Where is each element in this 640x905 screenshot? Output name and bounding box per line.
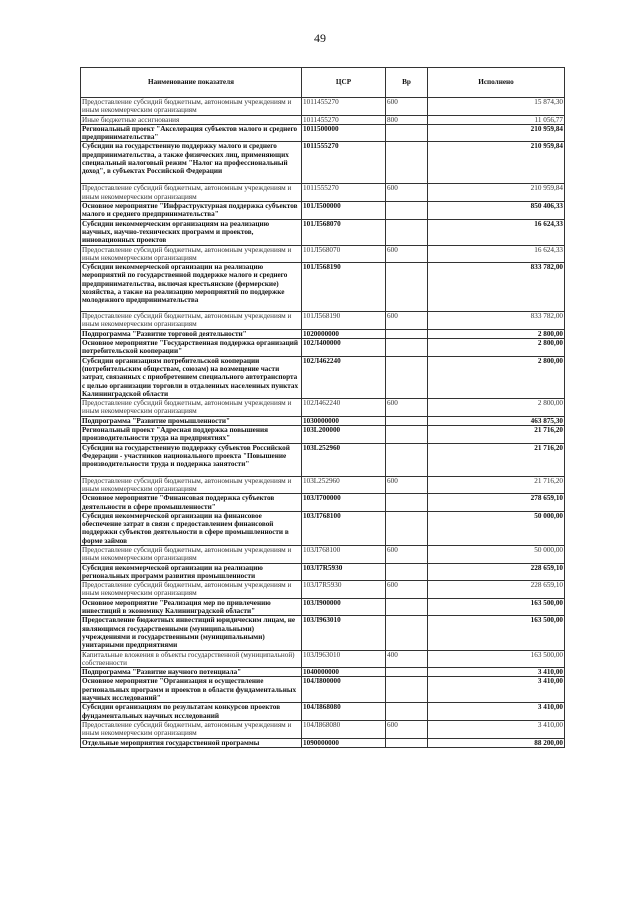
- cell-csr: 103L252960: [302, 476, 386, 494]
- table-row: [81, 219, 565, 245]
- cell-name: Предоставление субсидий бюджетным, автономным учреждениям и иным некоммерческим организациям: [81, 399, 302, 417]
- cell-value: 210 959,84: [428, 184, 565, 202]
- table-row: [81, 356, 565, 398]
- cell-name: Предоставление субсидий бюджетным, автономным учреждениям и иным некоммерческим организациям: [81, 98, 302, 116]
- cell-vr: [386, 668, 428, 677]
- cell-csr: 103Л900000: [302, 598, 386, 616]
- cell-vr: [386, 677, 428, 703]
- cell-name: Предоставление бюджетных инвестиций юридическим лицам, не являющимся государственными (муниципальными) учреждениями и государственными (муниципальными) унитарными предприятиями: [81, 616, 302, 650]
- page-number: 49: [314, 31, 326, 45]
- budget-table: [80, 67, 565, 748]
- cell-csr: 101Л568070: [302, 245, 386, 263]
- cell-vr: 800: [386, 115, 428, 124]
- cell-value: 3 410,00: [428, 668, 565, 677]
- cell-value: 228 659,10: [428, 563, 565, 581]
- table-row: [81, 443, 565, 476]
- table-row: [81, 545, 565, 563]
- header-name: Наименование показателя: [81, 68, 302, 98]
- cell-vr: 600: [386, 312, 428, 330]
- cell-value: 850 406,33: [428, 202, 565, 220]
- cell-csr: 1011555270: [302, 184, 386, 202]
- cell-csr: 101Л500000: [302, 202, 386, 220]
- cell-name: Иные бюджетные ассигнования: [81, 115, 302, 124]
- cell-vr: 400: [386, 650, 428, 668]
- cell-csr: 102Л462240: [302, 399, 386, 417]
- cell-value: 21 716,20: [428, 443, 565, 476]
- table-header-row: [81, 68, 565, 98]
- cell-name: Подпрограмма "Развитие торговой деятельности": [81, 329, 302, 338]
- table-row: [81, 738, 565, 747]
- cell-vr: [386, 142, 428, 184]
- cell-name: Региональный проект "Адресная поддержка повышения производительности труда на предприятиях": [81, 426, 302, 444]
- cell-value: 833 782,00: [428, 312, 565, 330]
- cell-vr: [386, 329, 428, 338]
- cell-vr: 600: [386, 720, 428, 738]
- cell-value: 163 500,00: [428, 616, 565, 650]
- cell-name: Предоставление субсидий бюджетным, автономным учреждениям и иным некоммерческим организациям: [81, 720, 302, 738]
- cell-value: 3 410,00: [428, 703, 565, 721]
- cell-vr: 600: [386, 476, 428, 494]
- cell-name: Основное мероприятие "Организация и осуществление региональных программ и проектов в области фундаментальных научных исследований": [81, 677, 302, 703]
- header-vr: Вр: [386, 68, 428, 98]
- cell-value: 278 659,10: [428, 494, 565, 512]
- cell-csr: 103L252960: [302, 443, 386, 476]
- cell-value: 50 000,00: [428, 511, 565, 545]
- table-row: [81, 142, 565, 184]
- cell-vr: 600: [386, 581, 428, 599]
- cell-name: Предоставление субсидий бюджетным, автономным учреждениям и иным некоммерческим организациям: [81, 312, 302, 330]
- cell-value: 15 874,30: [428, 98, 565, 116]
- cell-csr: 104Л800000: [302, 677, 386, 703]
- table-row: [81, 416, 565, 425]
- cell-csr: 1011500000: [302, 124, 386, 142]
- cell-name: Предоставление субсидий бюджетным, автономным учреждениям и иным некоммерческим организациям: [81, 476, 302, 494]
- cell-vr: 600: [386, 98, 428, 116]
- header-csr: ЦСР: [302, 68, 386, 98]
- cell-csr: 103Л700000: [302, 494, 386, 512]
- cell-value: 21 716,20: [428, 476, 565, 494]
- table-row: [81, 720, 565, 738]
- cell-name: Подпрограмма "Развитие научного потенциала": [81, 668, 302, 677]
- cell-value: 50 000,00: [428, 545, 565, 563]
- table-row: [81, 494, 565, 512]
- cell-vr: 600: [386, 545, 428, 563]
- table-row: [81, 703, 565, 721]
- cell-vr: [386, 202, 428, 220]
- table-row: [81, 598, 565, 616]
- cell-vr: [386, 263, 428, 312]
- cell-value: 463 875,30: [428, 416, 565, 425]
- table-row: [81, 511, 565, 545]
- table-row: [81, 677, 565, 703]
- cell-name: Субсидии на государственную поддержку малого и среднего предпринимательства, а также физических лиц, применяющих специальный налоговый режим "Налог на профессиональный доход", в субъектах Российской Федерации: [81, 142, 302, 184]
- cell-name: Предоставление субсидий бюджетным, автономным учреждениям и иным некоммерческим организациям: [81, 581, 302, 599]
- table-row: [81, 184, 565, 202]
- cell-name: Отдельные мероприятия государственной программы: [81, 738, 302, 747]
- cell-name: Субсидии на государственную поддержку субъектов Российской Федерации - участников национального проекта "Повышение производительности труда и поддержка занятости": [81, 443, 302, 476]
- cell-name: Субсидия некоммерческой организации на реализацию региональных программ развития промышленности: [81, 563, 302, 581]
- cell-name: Подпрограмма "Развитие промышленности": [81, 416, 302, 425]
- cell-name: Основное мероприятие "Финансовая поддержка субъектов деятельности в сфере промышленности": [81, 494, 302, 512]
- table-row: [81, 476, 565, 494]
- cell-csr: 1011455270: [302, 115, 386, 124]
- cell-value: 2 800,00: [428, 356, 565, 398]
- cell-csr: 101Л568070: [302, 219, 386, 245]
- table-row: [81, 668, 565, 677]
- table-row: [81, 245, 565, 263]
- cell-vr: [386, 703, 428, 721]
- cell-csr: 1040000000: [302, 668, 386, 677]
- table-row: [81, 426, 565, 444]
- cell-csr: 103Л768100: [302, 545, 386, 563]
- cell-name: Предоставление субсидий бюджетным, автономным учреждениям и иным некоммерческим организациям: [81, 545, 302, 563]
- cell-value: 2 800,00: [428, 339, 565, 357]
- table-row: [81, 329, 565, 338]
- cell-csr: 101Л568190: [302, 263, 386, 312]
- cell-vr: [386, 443, 428, 476]
- table-row: [81, 263, 565, 312]
- header-value: Исполнено: [428, 68, 565, 98]
- cell-value: 163 500,00: [428, 598, 565, 616]
- cell-value: 833 782,00: [428, 263, 565, 312]
- cell-csr: 103Л7R5930: [302, 563, 386, 581]
- cell-csr: 102Л400000: [302, 339, 386, 357]
- cell-vr: [386, 416, 428, 425]
- cell-vr: [386, 426, 428, 444]
- cell-csr: 1020000000: [302, 329, 386, 338]
- cell-vr: [386, 339, 428, 357]
- cell-value: 163 500,00: [428, 650, 565, 668]
- cell-csr: 1030000000: [302, 416, 386, 425]
- cell-name: Основное мероприятие "Государственная поддержка организаций потребительской кооперации": [81, 339, 302, 357]
- cell-name: Основное мероприятие "Инфраструктурная поддержка субъектов малого и среднего предпринимательства": [81, 202, 302, 220]
- cell-vr: 600: [386, 184, 428, 202]
- table-row: [81, 399, 565, 417]
- cell-name: Субсидии некоммерческим организациям на реализацию научных, научно-технических программ и проектов, инновационных проектов: [81, 219, 302, 245]
- table-row: [81, 563, 565, 581]
- cell-value: 11 056,77: [428, 115, 565, 124]
- table-body: [81, 98, 565, 748]
- table-row: [81, 616, 565, 650]
- cell-value: 3 410,00: [428, 677, 565, 703]
- cell-value: 210 959,84: [428, 142, 565, 184]
- table-row: [81, 339, 565, 357]
- cell-value: 16 624,33: [428, 245, 565, 263]
- cell-vr: [386, 616, 428, 650]
- cell-name: Субсидии организациям по результатам конкурсов проектов фундаментальных научных исследований: [81, 703, 302, 721]
- cell-vr: [386, 511, 428, 545]
- cell-value: 2 800,00: [428, 399, 565, 417]
- cell-name: Предоставление субсидий бюджетным, автономным учреждениям и иным некоммерческим организациям: [81, 184, 302, 202]
- table-row: [81, 202, 565, 220]
- cell-value: 88 200,00: [428, 738, 565, 747]
- cell-csr: 103Л963010: [302, 650, 386, 668]
- cell-value: 3 410,00: [428, 720, 565, 738]
- cell-name: Предоставление субсидий бюджетным, автономным учреждениям и иным некоммерческим организациям: [81, 245, 302, 263]
- cell-value: 2 800,00: [428, 329, 565, 338]
- cell-vr: [386, 738, 428, 747]
- cell-csr: 103Л963010: [302, 616, 386, 650]
- cell-csr: 103Л768100: [302, 511, 386, 545]
- table-row: [81, 115, 565, 124]
- cell-csr: 104Л868080: [302, 703, 386, 721]
- cell-value: 210 959,84: [428, 124, 565, 142]
- cell-csr: 103L200000: [302, 426, 386, 444]
- table-row: [81, 312, 565, 330]
- cell-vr: 600: [386, 399, 428, 417]
- cell-csr: 1011455270: [302, 98, 386, 116]
- cell-csr: 1011555270: [302, 142, 386, 184]
- cell-name: Основное мероприятие "Реализация мер по привлечению инвестиций в экономику Калининградской области": [81, 598, 302, 616]
- cell-vr: [386, 124, 428, 142]
- cell-vr: [386, 494, 428, 512]
- cell-value: 21 716,20: [428, 426, 565, 444]
- cell-vr: [386, 563, 428, 581]
- cell-csr: 103Л7R5930: [302, 581, 386, 599]
- cell-csr: 102Л462240: [302, 356, 386, 398]
- cell-name: Субсидия некоммерческой организации на финансовое обеспечение затрат в связи с предоставлением финансовой поддержки субъектов деятельности в сфере промышленности в форме займов: [81, 511, 302, 545]
- table-row: [81, 124, 565, 142]
- cell-name: Региональный проект "Акселерация субъектов малого и среднего предпринимательства": [81, 124, 302, 142]
- cell-value: 16 624,33: [428, 219, 565, 245]
- cell-name: Субсидии организациям потребительской кооперации (потребительским обществам, союзам) на возмещение части затрат, связанных с приобретением специального автотранспорта с целью организации торговли в отдаленных населенных пунктах Калининградской области: [81, 356, 302, 398]
- cell-value: 228 659,10: [428, 581, 565, 599]
- table-row: [81, 650, 565, 668]
- cell-csr: 104Л868080: [302, 720, 386, 738]
- cell-csr: 101Л568190: [302, 312, 386, 330]
- cell-vr: [386, 219, 428, 245]
- cell-vr: [386, 356, 428, 398]
- table-row: [81, 98, 565, 116]
- cell-csr: 1090000000: [302, 738, 386, 747]
- cell-name: Капитальные вложения в объекты государственной (муниципальной) собственности: [81, 650, 302, 668]
- table-row: [81, 581, 565, 599]
- cell-vr: [386, 598, 428, 616]
- cell-vr: 600: [386, 245, 428, 263]
- cell-name: Субсидии некоммерческой организации на реализацию мероприятий по государственной поддержке малого и среднего предпринимательства, включая крестьянские (фермерские) хозяйства, а также на реализацию мероприятий по поддержке молодежного предпринимательства: [81, 263, 302, 312]
